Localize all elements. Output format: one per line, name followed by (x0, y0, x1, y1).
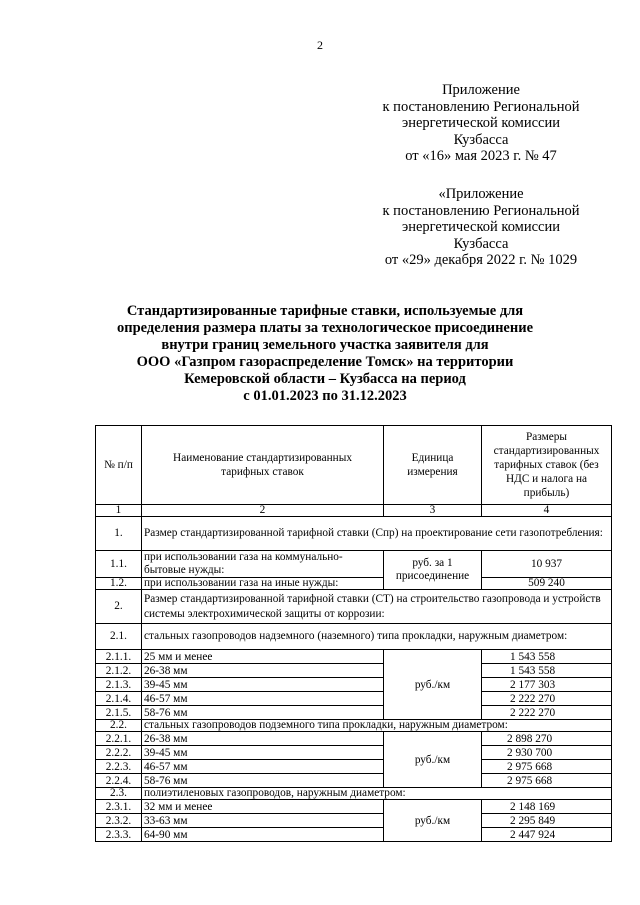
row-value: 2 222 270 (482, 692, 612, 706)
row-name: 26-38 мм (142, 732, 384, 746)
row-num: 2.2.4. (96, 774, 142, 788)
appendix-line: Приложение (442, 82, 520, 98)
appendix-line: к постановлению Региональной (382, 98, 580, 115)
row-value: 2 447 924 (482, 828, 612, 842)
row-num: 2.3.2. (96, 814, 142, 828)
column-number: 1 (96, 505, 142, 517)
row-num: 1.2. (96, 578, 142, 590)
row-unit: руб./км (384, 650, 482, 720)
table-row (96, 624, 612, 650)
appendix-line: Кузбасса (453, 131, 509, 148)
table-row (96, 678, 612, 692)
row-num: 2.1.3. (96, 678, 142, 692)
row-num: 1.1. (96, 551, 142, 578)
row-num: 1. (96, 517, 142, 551)
row-num: 2.3. (96, 788, 142, 800)
row-name: 39-45 мм (142, 746, 384, 760)
row-value: 2 177 303 (482, 678, 612, 692)
section-description: Размер стандартизированной тарифной ставки (CТ) на строительство газопровода и устройств системы электрохимической защиты от коррозии: (142, 590, 612, 624)
column-number: 3 (384, 505, 482, 517)
document-title (90, 303, 560, 405)
subsection-description: стальных газопроводов подземного типа прокладки, наружным диаметром: (142, 720, 612, 732)
header-name: Наименование стандартизированных тарифных ставок (142, 426, 384, 505)
row-value: 2 975 668 (482, 760, 612, 774)
row-value: 2 148 169 (482, 800, 612, 814)
section-description: Размер стандартизированной тарифной ставки (Cпр) на проектирование сети газопотребления: (142, 517, 612, 551)
appendix-previous (358, 186, 604, 269)
subsection-description: стальных газопроводов надземного (наземного) типа прокладки, наружным диаметром: (142, 624, 612, 650)
table-row (96, 720, 612, 732)
column-number: 4 (482, 505, 612, 517)
appendix-line: к постановлению Региональной (382, 202, 580, 219)
row-value: 1 543 558 (482, 650, 612, 664)
appendix-line: от «16» мая 2023 г. № 47 (405, 148, 557, 164)
table-row (96, 578, 612, 590)
row-num: 2.2. (96, 720, 142, 732)
row-num: 2.1.2. (96, 664, 142, 678)
row-num: 2.2.1. (96, 732, 142, 746)
table-row (96, 760, 612, 774)
table-row (96, 800, 612, 814)
subsection-description: полиэтиленовых газопроводов, наружным диаметром: (142, 788, 612, 800)
row-name: при использовании газа на коммунально-бытовые нужды: (142, 551, 384, 578)
table-row (96, 551, 612, 578)
title-line: внутри границ земельного участка заявителя для (161, 337, 489, 353)
table-row (96, 692, 612, 706)
row-name: 46-57 мм (142, 760, 384, 774)
header-num: № п/п (96, 426, 142, 505)
row-value: 2 222 270 (482, 706, 612, 720)
row-name: 46-57 мм (142, 692, 384, 706)
row-num: 2.2.3. (96, 760, 142, 774)
title-line: определения размера платы за технологическое присоединение (116, 320, 534, 336)
row-value: 10 937 (482, 551, 612, 578)
row-name: 39-45 мм (142, 678, 384, 692)
table-row (96, 706, 612, 720)
row-num: 2.3.3. (96, 828, 142, 842)
title-line: Стандартизированные тарифные ставки, используемые для (126, 303, 524, 319)
table-row (96, 828, 612, 842)
row-name: 26-38 мм (142, 664, 384, 678)
row-value: 2 930 700 (482, 746, 612, 760)
table-row (96, 517, 612, 551)
appendix-line: энергетической комиссии (401, 219, 561, 235)
row-num: 2.1.1. (96, 650, 142, 664)
row-name: при использовании газа на иные нужды: (142, 578, 384, 590)
row-name: 58-76 мм (142, 706, 384, 720)
tariff-table (95, 425, 612, 842)
row-unit: руб./км (384, 732, 482, 788)
row-unit: руб. за 1 присоединение (384, 551, 482, 590)
table-row (96, 814, 612, 828)
row-value: 2 295 849 (482, 814, 612, 828)
row-unit: руб./км (384, 800, 482, 842)
row-num: 2.1. (96, 624, 142, 650)
appendix-line: «Приложение (438, 186, 524, 202)
title-line: Кемеровской области – Кузбасса на период (184, 371, 466, 387)
table-row (96, 650, 612, 664)
row-name: 25 мм и менее (142, 650, 384, 664)
appendix-current (358, 82, 604, 165)
title-line: ООО «Газпром газораспределение Томск» на территории (136, 354, 514, 370)
table-row (96, 774, 612, 788)
appendix-line: Кузбасса (453, 235, 509, 252)
row-name: 58-76 мм (142, 774, 384, 788)
appendix-line: от «29» декабря 2022 г. № 1029 (384, 252, 578, 268)
header-row (96, 426, 612, 505)
table-row (96, 590, 612, 624)
header-size: Размеры стандартизированных тарифных ставок (без НДС и налога на прибыль) (482, 426, 612, 505)
table-row (96, 732, 612, 746)
appendix-line: энергетической комиссии (401, 115, 561, 131)
row-name: 32 мм и менее (142, 800, 384, 814)
row-value: 1 543 558 (482, 664, 612, 678)
table-row (96, 746, 612, 760)
row-num: 2. (96, 590, 142, 624)
row-name: 33-63 мм (142, 814, 384, 828)
row-value: 2 975 668 (482, 774, 612, 788)
table-row (96, 788, 612, 800)
header-unit: Единица измерения (384, 426, 482, 505)
column-numbers-row (96, 505, 612, 517)
row-num: 2.2.2. (96, 746, 142, 760)
row-num: 2.1.5. (96, 706, 142, 720)
column-number: 2 (142, 505, 384, 517)
table-row (96, 664, 612, 678)
row-name: 64-90 мм (142, 828, 384, 842)
row-num: 2.1.4. (96, 692, 142, 706)
title-line: с 01.01.2023 по 31.12.2023 (243, 388, 407, 404)
page-number: 2 (317, 38, 323, 52)
row-value: 2 898 270 (482, 732, 612, 746)
row-value: 509 240 (482, 578, 612, 590)
row-num: 2.3.1. (96, 800, 142, 814)
